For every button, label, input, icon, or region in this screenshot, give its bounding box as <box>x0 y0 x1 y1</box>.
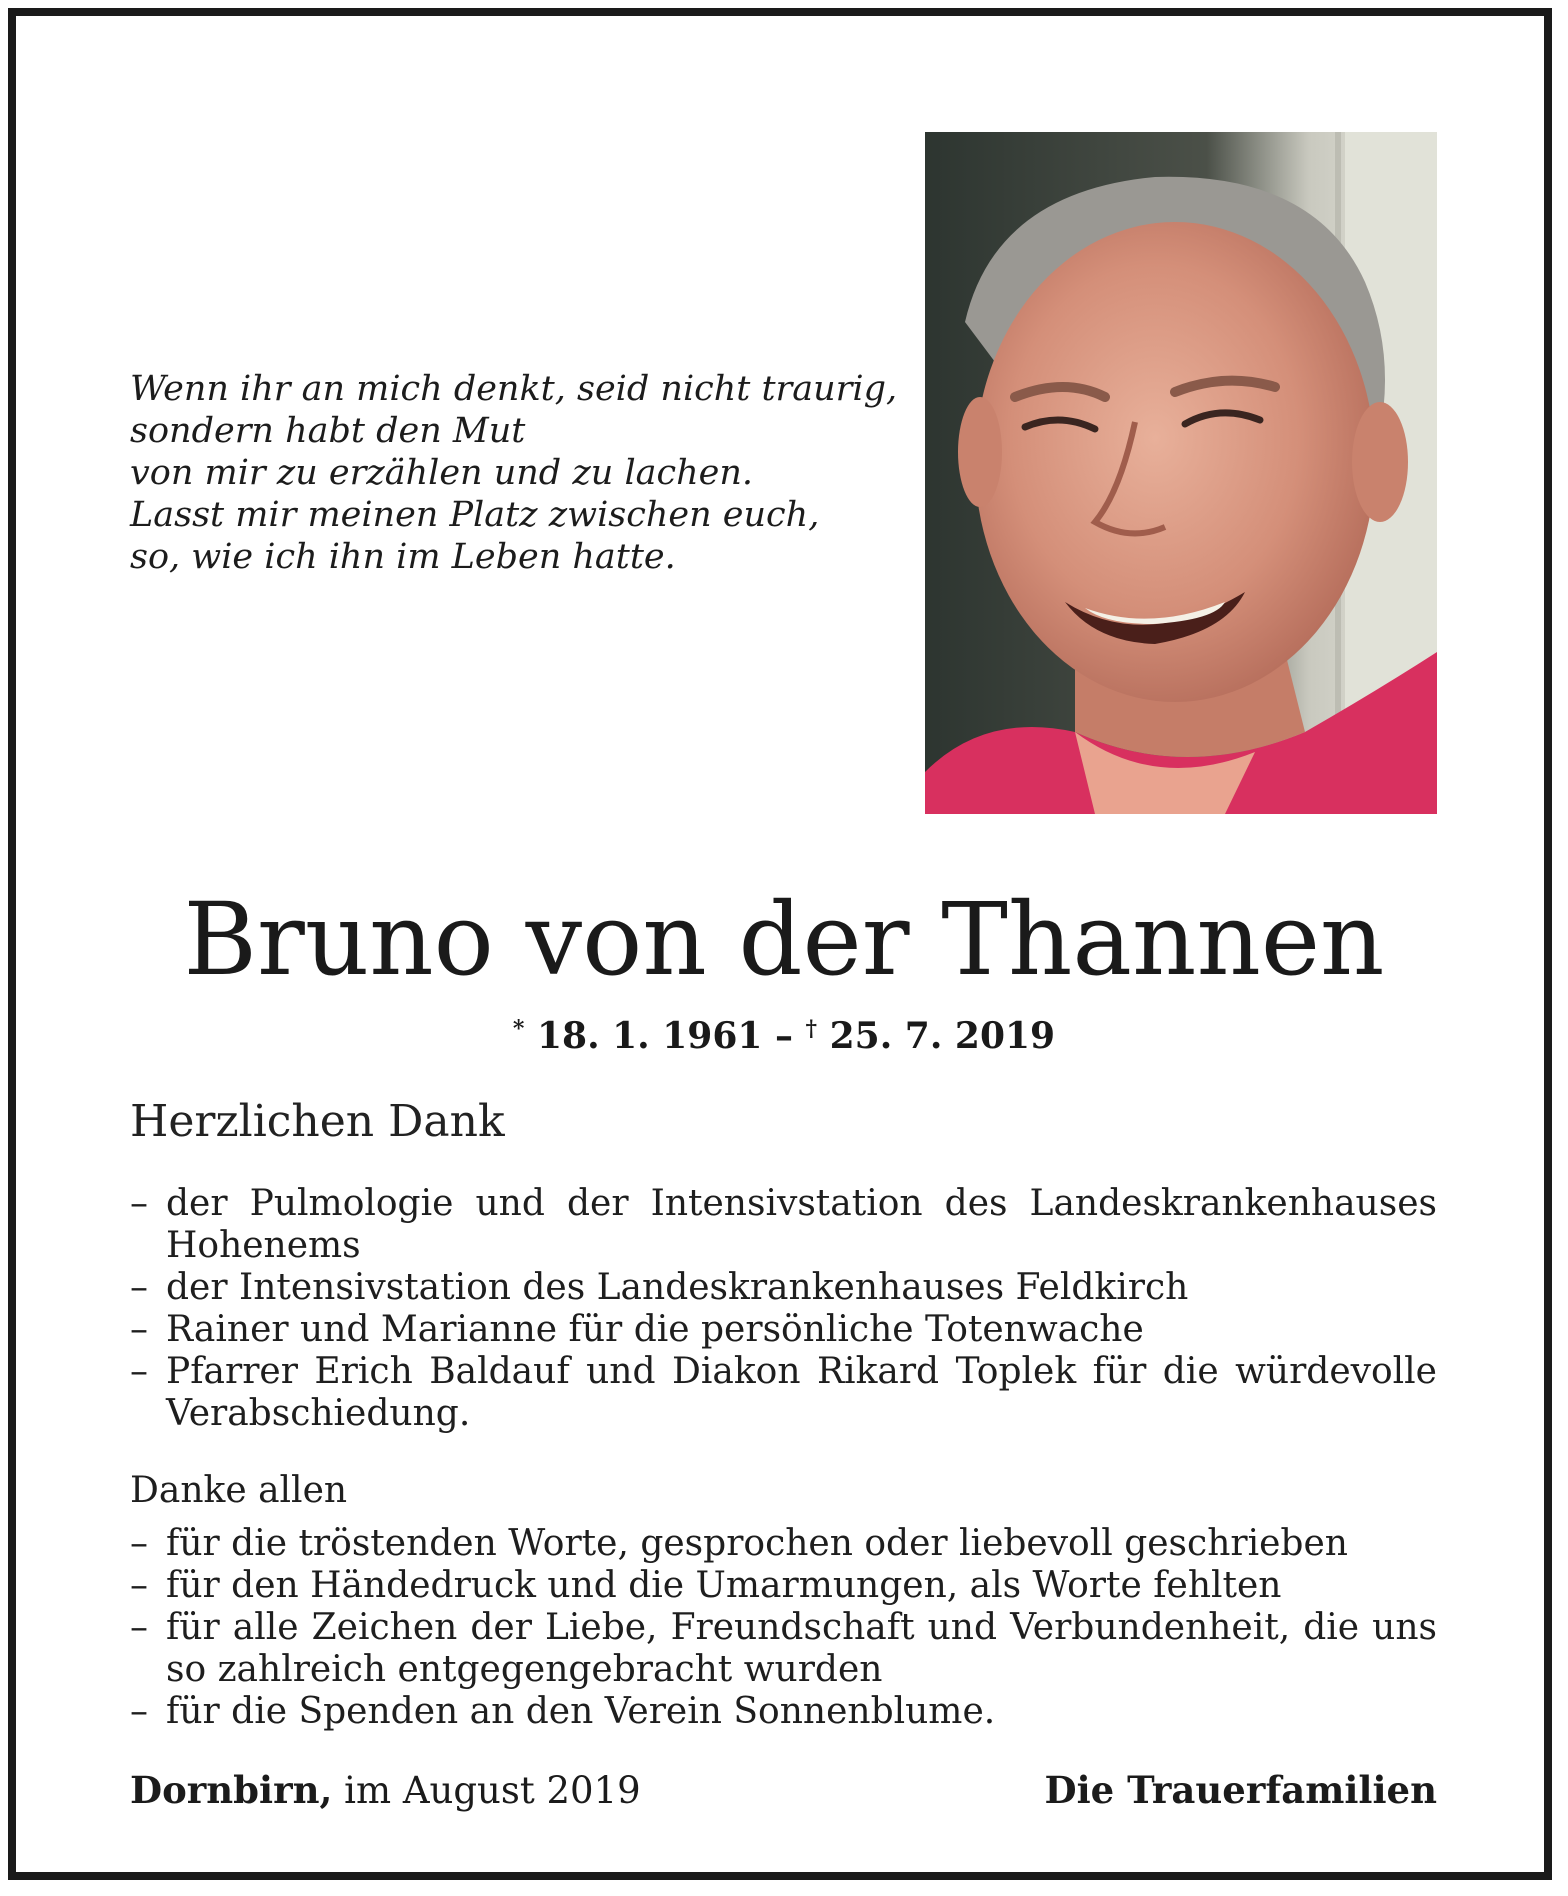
portrait-illustration <box>925 132 1437 814</box>
death-symbol: † <box>805 1016 818 1042</box>
list-item: – für die tröstenden Worte, gesprochen oder liebevoll geschrieben <box>130 1523 1437 1565</box>
poem-line: sondern habt den Mut <box>130 411 526 451</box>
death-date: 25. 7. 2019 <box>829 1015 1056 1057</box>
poem <box>130 368 898 578</box>
poem-line: Lasst mir meinen Platz zwischen euch, <box>130 495 820 535</box>
place: Dornbirn, <box>130 1768 333 1812</box>
poem-line: so, wie ich ihn im Leben hatte. <box>130 537 676 577</box>
list-item: – für die Spenden an den Verein Sonnenblume. <box>130 1691 1437 1733</box>
thanks-list <box>130 1183 1437 1435</box>
thanks-heading: Herzlichen Dank <box>130 1096 505 1147</box>
poem-line: Wenn ihr an mich denkt, seid nicht traurig, <box>130 369 898 409</box>
date-text: im August 2019 <box>344 1769 641 1812</box>
birth-symbol: * <box>512 1016 525 1042</box>
place-date <box>130 1766 641 1815</box>
portrait-photo <box>925 132 1437 814</box>
signature: Die Trauerfamilien <box>1044 1768 1437 1812</box>
birth-date: 18. 1. 1961 <box>536 1015 763 1057</box>
list-item: – für alle Zeichen der Liebe, Freundschaft und Verbundenheit, die uns so zahlreich entgegengebracht wurden <box>130 1607 1437 1691</box>
list-item: – für den Händedruck und die Umarmungen, als Worte fehlten <box>130 1565 1437 1607</box>
list-item: – der Intensivstation des Landeskrankenhauses Feldkirch <box>130 1267 1437 1309</box>
list-item: – der Pulmologie und der Intensivstation des Landeskrankenhauses Hohenems <box>130 1183 1437 1267</box>
poem-line: von mir zu erzählen und zu lachen. <box>130 453 754 493</box>
list-item: – Rainer und Marianne für die persönliche Totenwache <box>130 1309 1437 1351</box>
deceased-name: Bruno von der Thannen <box>183 881 1385 998</box>
thanks-all-list <box>130 1523 1437 1733</box>
date-separator: – <box>775 1015 793 1057</box>
thanks-all-heading: Danke allen <box>130 1470 348 1511</box>
list-item: – Pfarrer Erich Baldauf und Diakon Rikard Toplek für die würdevolle Verabschiedung. <box>130 1351 1437 1435</box>
life-dates <box>0 1004 1568 1061</box>
